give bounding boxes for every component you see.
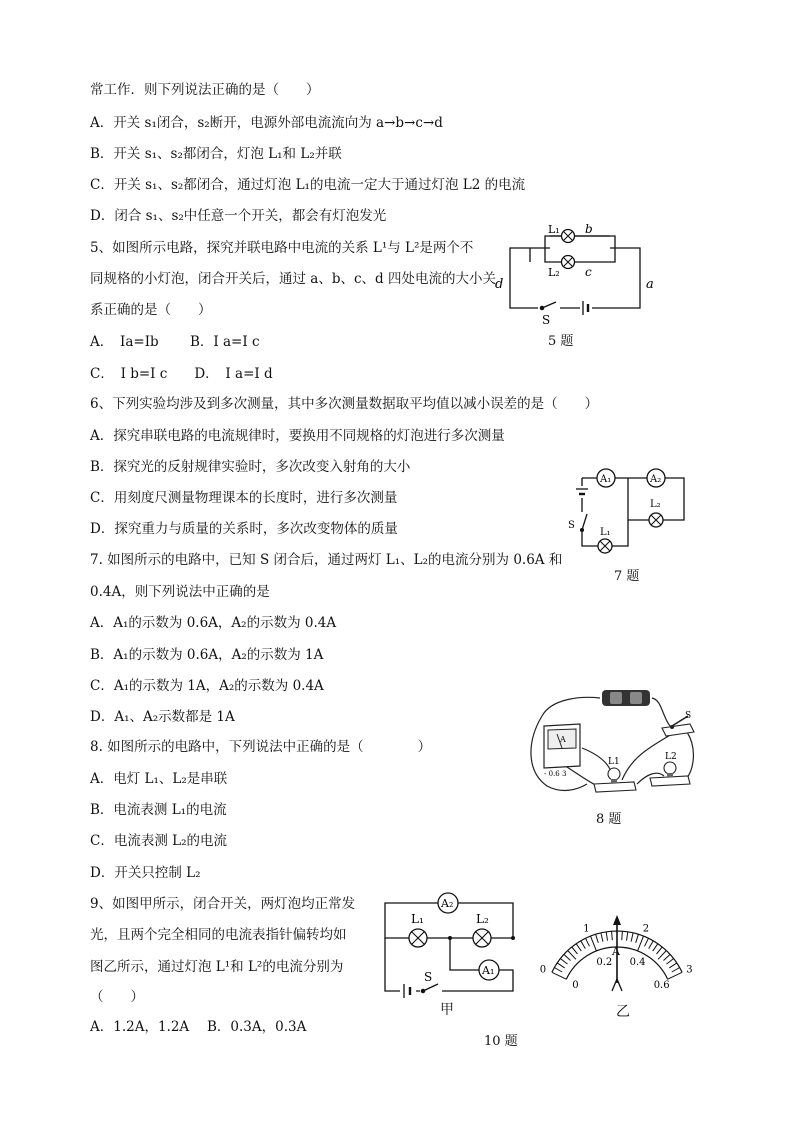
meter-tick xyxy=(554,968,562,973)
question-8: 8. 如图所示的电路中，下列说法中正确的是（ ） xyxy=(90,739,432,755)
meter-tick xyxy=(645,938,649,946)
label-s: S xyxy=(424,970,433,984)
label-l1: L₁ xyxy=(600,527,611,538)
label-l2: L₂ xyxy=(476,912,489,926)
meter-tick xyxy=(653,944,658,951)
question-6: 6、下列实验均涉及到多次测量，其中多次测量数据取平均值以减小误差的是（ ） xyxy=(90,396,599,412)
meter-tick xyxy=(649,941,654,949)
label-c: c xyxy=(585,265,592,279)
figure-yi-meter xyxy=(530,895,700,1005)
meter-inner-label: 0.6 xyxy=(653,979,670,991)
label-a2: A₂ xyxy=(650,474,662,485)
meter-tick xyxy=(576,944,581,951)
meter-tick xyxy=(581,941,586,949)
caption-fig10: 10 题 xyxy=(484,1034,518,1049)
meter-outer-label: 2 xyxy=(642,923,650,935)
option-b: B．探究光的反射规律实验时，多次改变入射角的大小 xyxy=(90,459,411,475)
text-line: 同规格的小灯泡，闭合开关后，通过 a、b、c、d 四处电流的大小关 xyxy=(90,271,496,287)
label-l2: L2 xyxy=(665,752,677,762)
option-d: D．A₁、A₂示数都是 1A xyxy=(90,709,235,725)
label-a1: A₁ xyxy=(600,474,612,485)
label-s: S xyxy=(568,520,575,531)
meter-tick xyxy=(564,954,571,960)
label-l2: L₂ xyxy=(650,499,661,510)
caption-fig5: 5 题 xyxy=(548,334,574,349)
meter-outer-label: 1 xyxy=(583,923,590,935)
options-ab: A．1.2A，1.2A B．0.3A，0.3A xyxy=(90,1019,307,1035)
option-a: A．电灯 L₁、L₂是串联 xyxy=(90,771,228,787)
option-a: A．开关 s₁闭合，s₂断开，电源外部电流流向为 a→b→c→d xyxy=(90,115,443,131)
text-line: 图乙所示，通过灯泡 L¹和 L²的电流分别为 xyxy=(90,959,344,975)
label-l1: L1 xyxy=(608,757,620,767)
lamp-icon xyxy=(473,929,491,947)
options-ab: A． Ia=Ib B．I a=I c xyxy=(90,334,260,350)
meter-tick xyxy=(622,931,623,940)
question-7: 7. 如图所示的电路中，已知 S 闭合后，通过两灯 L₁、L₂的电流分别为 0.6A 和 xyxy=(90,552,563,568)
text-line: 常工作．则下列说法正确的是（ ） xyxy=(90,82,320,98)
label-a1: A₁ xyxy=(482,964,495,977)
ammeter-icon xyxy=(597,469,615,487)
label-b: b xyxy=(585,222,593,236)
label-l2: L₂ xyxy=(548,266,560,279)
option-a: A．探究串联电路的电流规律时，要换用不同规格的灯泡进行多次测量 xyxy=(90,428,505,444)
meter-tick xyxy=(631,933,633,942)
meter-tick xyxy=(636,934,639,943)
meter-tick xyxy=(672,968,680,973)
question-5: 5、如图所示电路，探究并联电路中电流的关系 L¹与 L²是两个不 xyxy=(90,240,474,256)
label-s: S xyxy=(542,313,551,327)
caption-yi: 乙 xyxy=(616,1004,630,1020)
label-l1: L₁ xyxy=(548,223,560,236)
lamp-icon xyxy=(649,513,663,527)
lamp-icon xyxy=(598,539,612,553)
meter-outer-label: 3 xyxy=(686,964,693,976)
option-c: C．电流表测 L₂的电流 xyxy=(90,833,227,849)
option-b: B．A₁的示数为 0.6A，A₂的示数为 1A xyxy=(90,647,324,663)
meter-inner-label: 0.2 xyxy=(596,957,613,969)
meter-tick xyxy=(601,933,603,942)
option-b: B．开关 s₁、s₂都闭合，灯泡 L₁和 L₂并联 xyxy=(90,146,342,162)
meter-tick xyxy=(627,932,628,941)
lamp-icon xyxy=(562,256,575,269)
meter-tick xyxy=(668,972,682,979)
ammeter-icon xyxy=(438,893,458,913)
meter-tick xyxy=(658,951,666,960)
meter-tick xyxy=(664,954,671,960)
lamp-icon xyxy=(409,929,427,947)
option-c: C．用刻度尺测量物理课本的长度时，进行多次测量 xyxy=(90,490,398,506)
label-a2: A₂ xyxy=(441,897,454,910)
lamp-icon xyxy=(594,768,636,792)
meter-tick xyxy=(557,963,565,968)
meter-inner-label: 0.4 xyxy=(629,957,646,969)
meter-tick xyxy=(667,959,674,965)
meter-tick xyxy=(591,936,597,951)
option-c: C．A₁的示数为 1A，A₂的示数为 0.4A xyxy=(90,678,324,694)
text-line: （ ） xyxy=(90,989,144,1005)
ammeter-icon xyxy=(647,469,665,487)
label-s: S xyxy=(685,711,692,721)
caption-fig7: 7 题 xyxy=(614,569,640,584)
meter-tick xyxy=(560,959,567,965)
label-d: d xyxy=(495,277,504,292)
meter-tick xyxy=(586,938,590,946)
label-a: a xyxy=(646,277,654,292)
text-line: 0.4A，则下列说法中正确的是 xyxy=(90,584,270,600)
text-line: 光，且两个完全相同的电流表指针偏转均如 xyxy=(90,927,347,943)
figure-jia-circuit xyxy=(380,885,520,997)
option-a: A．A₁的示数为 0.6A，A₂的示数为 0.4A xyxy=(90,615,337,631)
lamp-icon xyxy=(562,230,575,243)
ammeter-icon xyxy=(544,724,580,778)
label-ammeter: A xyxy=(560,735,566,744)
figure-7-circuit xyxy=(560,462,690,560)
option-d: D．闭合 s₁、s₂中任意一个开关，都会有灯泡发光 xyxy=(90,208,387,224)
meter-tick xyxy=(572,947,578,954)
meter-outer-label: 0 xyxy=(539,964,547,976)
text-line: 系正确的是（ ） xyxy=(90,302,212,318)
question-9: 9、如图甲所示，闭合开关，两灯泡均正常发 xyxy=(90,896,356,912)
label-terminals: - 0.6 3 xyxy=(544,770,567,778)
option-b: B．电流表测 L₁的电流 xyxy=(90,802,227,818)
meter-tick xyxy=(612,931,613,940)
figure-5-circuit xyxy=(490,218,660,328)
meter-tick xyxy=(657,947,663,954)
option-d: D．开关只控制 L₂ xyxy=(90,865,201,881)
lamp-icon xyxy=(650,762,690,786)
meter-tick xyxy=(669,963,677,968)
meter-tick xyxy=(568,951,576,960)
meter-tick xyxy=(606,932,607,941)
battery-icon xyxy=(602,690,650,706)
meter-tick xyxy=(638,936,644,951)
caption-fig8: 8 题 xyxy=(596,812,622,827)
option-d: D．探究重力与质量的关系时，多次改变物体的质量 xyxy=(90,521,398,537)
meter-tick xyxy=(596,934,599,943)
label-l1: L₁ xyxy=(411,912,424,926)
caption-jia: 甲 xyxy=(440,1002,454,1018)
meter-unit-label: A xyxy=(612,945,620,958)
figure-8-circuit-photo xyxy=(522,686,702,802)
ammeter-icon xyxy=(479,960,499,980)
option-c: C．开关 s₁、s₂都闭合，通过灯泡 L₁的电流一定大于通过灯泡 L2 的电流 xyxy=(90,177,526,193)
meter-tick xyxy=(552,972,566,979)
options-cd: C． I b=I c D． I a=I d xyxy=(90,366,273,382)
meter-inner-label: 0 xyxy=(572,979,579,991)
